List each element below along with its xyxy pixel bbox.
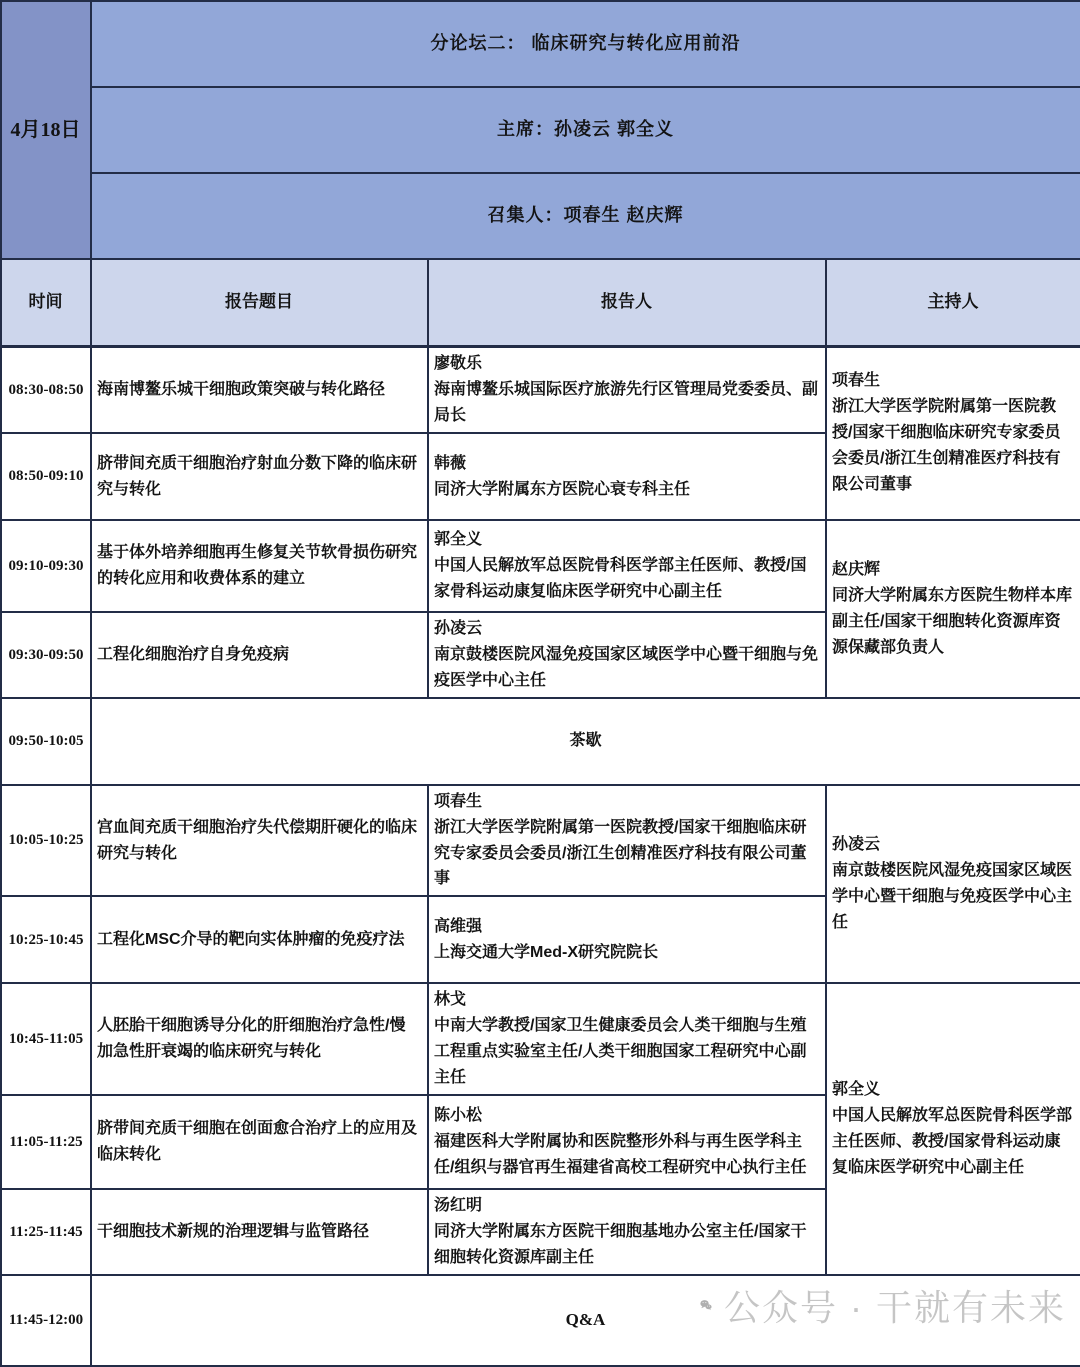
- session-time: 09:50-10:05: [1, 698, 91, 785]
- speaker-affiliation: 中国人民解放军总医院骨科医学部主任医师、教授/国家骨科运动康复临床医学研究中心副主任: [434, 557, 807, 600]
- speaker-name: 廖敬乐: [434, 354, 483, 372]
- conveners-label: 召集人：项春生 赵庆辉: [91, 173, 1080, 259]
- talk-title: 基于体外培养细胞再生修复关节软骨损伤研究的转化应用和收费体系的建立: [91, 520, 428, 612]
- host-cell: [826, 520, 1080, 698]
- forum-title-row: [1, 1, 1080, 87]
- talk-title: 宫血间充质干细胞治疗失代偿期肝硬化的临床研究与转化: [91, 785, 428, 897]
- conveners-row: [1, 173, 1080, 259]
- host-name: 郭全义: [832, 1081, 881, 1099]
- speaker-name: 高维强: [434, 917, 483, 935]
- speaker-affiliation: 中南大学教授/国家卫生健康委员会人类干细胞与生殖工程重点实验室主任/人类干细胞国家工程研究中心副主任: [434, 1017, 807, 1087]
- column-header-row: [1, 259, 1080, 346]
- col-header-title: 报告题目: [91, 259, 428, 346]
- speaker-cell: [428, 433, 826, 520]
- talk-title: 工程化细胞治疗自身免疫病: [91, 612, 428, 698]
- session-row: [1, 520, 1080, 612]
- qa-label: Q&A: [91, 1275, 1080, 1366]
- col-header-host: 主持人: [826, 259, 1080, 346]
- host-affiliation: 中国人民解放军总医院骨科医学部主任医师、教授/国家骨科运动康复临床医学研究中心副主任: [832, 1107, 1073, 1176]
- host-cell: [826, 983, 1080, 1274]
- session-time: 08:50-09:10: [1, 433, 91, 520]
- session-time: 11:25-11:45: [1, 1189, 91, 1275]
- speaker-affiliation: 福建医科大学附属协和医院整形外科与再生医学科主任/组织与器官再生福建省高校工程研究中心执行主任: [434, 1133, 807, 1176]
- speaker-name: 陈小松: [434, 1107, 483, 1125]
- speaker-name: 汤红明: [434, 1196, 483, 1214]
- talk-title: 脐带间充质干细胞在创面愈合治疗上的应用及临床转化: [91, 1095, 428, 1189]
- session-row: [1, 785, 1080, 897]
- session-row: [1, 346, 1080, 433]
- speaker-name: 项春生: [434, 792, 483, 810]
- session-time: 11:05-11:25: [1, 1095, 91, 1189]
- break-label: 茶歇: [91, 698, 1080, 785]
- qa-row: [1, 1275, 1080, 1366]
- watermark-text: 公众号 · 干就有未来: [724, 1286, 1066, 1328]
- speaker-affiliation: 海南博鳌乐城国际医疗旅游先行区管理局党委委员、副局长: [434, 380, 819, 424]
- col-header-time: 时间: [1, 259, 91, 346]
- col-header-speaker: 报告人: [428, 259, 826, 346]
- speaker-cell: [428, 1189, 826, 1275]
- speaker-cell: [428, 346, 826, 433]
- host-cell: [826, 785, 1080, 984]
- host-name: 赵庆辉: [832, 561, 881, 579]
- session-time: 10:45-11:05: [1, 983, 91, 1095]
- speaker-name: 韩薇: [434, 454, 467, 472]
- talk-title: 工程化MSC介导的靶向实体肿瘤的免疫疗法: [91, 896, 428, 983]
- speaker-affiliation: 浙江大学医学院附属第一医院教授/国家干细胞临床研究专家委员会委员/浙江生创精准医疗科技有限公司董事: [434, 818, 807, 888]
- host-affiliation: 南京鼓楼医院风湿免疫国家区域医学中心暨干细胞与免疫医学中心主任: [832, 862, 1073, 931]
- speaker-name: 郭全义: [434, 531, 483, 549]
- speaker-cell: [428, 1095, 826, 1189]
- date-cell: 4月18日: [1, 1, 91, 259]
- forum-title: 分论坛二： 临床研究与转化应用前沿: [91, 1, 1080, 87]
- host-cell: [826, 346, 1080, 520]
- host-affiliation: 浙江大学医学院附属第一医院教授/国家干细胞临床研究专家委员会委员/浙江生创精准医疗科技有限公司董事: [832, 398, 1061, 494]
- host-affiliation: 同济大学附属东方医院生物样本库副主任/国家干细胞转化资源库资源保藏部负责人: [832, 586, 1073, 656]
- speaker-cell: [428, 612, 826, 698]
- session-time: 09:10-09:30: [1, 520, 91, 612]
- host-name: 项春生: [832, 372, 881, 390]
- session-time: 09:30-09:50: [1, 612, 91, 698]
- speaker-affiliation: 同济大学附属东方医院心衰专科主任: [434, 480, 691, 498]
- speaker-affiliation: 上海交通大学Med-X研究院院长: [434, 943, 659, 961]
- talk-title: 海南博鳌乐城干细胞政策突破与转化路径: [91, 346, 428, 433]
- talk-title: 人胚胎干细胞诱导分化的肝细胞治疗急性/慢加急性肝衰竭的临床研究与转化: [91, 983, 428, 1095]
- session-time: 11:45-12:00: [1, 1275, 91, 1366]
- speaker-affiliation: 同济大学附属东方医院干细胞基地办公室主任/国家干细胞转化资源库副主任: [434, 1222, 807, 1266]
- speaker-cell: [428, 520, 826, 612]
- speaker-cell: [428, 896, 826, 983]
- speaker-affiliation: 南京鼓楼医院风湿免疫国家区域医学中心暨干细胞与免疫医学中心主任: [434, 645, 819, 689]
- session-time: 10:05-10:25: [1, 785, 91, 897]
- speaker-name: 孙凌云: [434, 620, 483, 637]
- speaker-cell: [428, 785, 826, 897]
- speaker-cell: [428, 983, 826, 1095]
- session-time: 10:25-10:45: [1, 896, 91, 983]
- talk-title: 干细胞技术新规的治理逻辑与监管路径: [91, 1189, 428, 1275]
- session-row: [1, 983, 1080, 1095]
- chairs-label: 主席：孙凌云 郭全义: [91, 87, 1080, 173]
- talk-title: 脐带间充质干细胞治疗射血分数下降的临床研究与转化: [91, 433, 428, 520]
- speaker-name: 林戈: [434, 991, 467, 1009]
- chairs-row: [1, 87, 1080, 173]
- session-time: 08:30-08:50: [1, 346, 91, 433]
- host-name: 孙凌云: [832, 836, 881, 854]
- break-row: [1, 698, 1080, 785]
